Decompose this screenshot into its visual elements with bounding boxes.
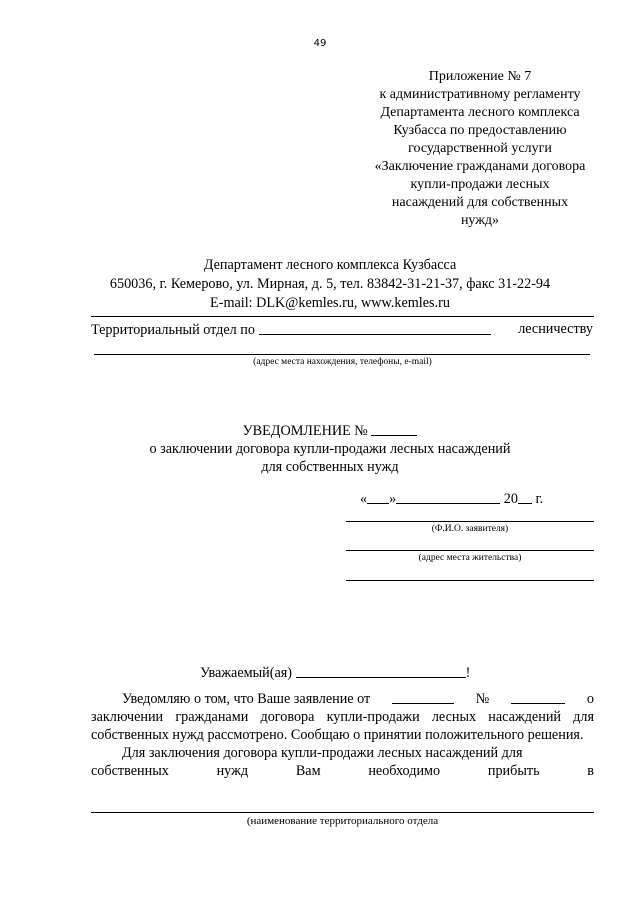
application-date-blank[interactable] xyxy=(392,690,454,704)
salutation xyxy=(200,664,500,682)
body-line xyxy=(91,744,594,762)
appendix-line: нужд» xyxy=(460,213,500,228)
body-word: прибыть xyxy=(487,763,540,779)
body-paragraph-2-line-1: Для заключения договора купли-продажи лесных насаждений для xyxy=(122,745,523,761)
forestry-blank-field[interactable] xyxy=(259,320,491,335)
appendix-line: к административному регламенту xyxy=(379,87,581,102)
body-word: Вам xyxy=(295,763,321,779)
applicant-address-line[interactable] xyxy=(346,550,594,551)
body-text-c: о xyxy=(586,691,594,707)
month-blank[interactable] xyxy=(396,490,500,504)
date-open-quote: « xyxy=(360,491,368,507)
appendix-line: Департамента лесного комплекса xyxy=(380,105,580,120)
body-line xyxy=(91,690,594,708)
salutation-text: Уважаемый(ая) xyxy=(200,665,293,681)
salutation-end: ! xyxy=(465,665,471,681)
year-suffix: г. xyxy=(535,491,544,507)
department-block xyxy=(80,256,580,313)
applicant-name-caption: (Ф.И.О. заявителя) xyxy=(431,524,509,534)
territorial-suffix: лесничеству xyxy=(518,321,593,337)
appendix-line: насаждений для собственных xyxy=(391,195,569,210)
body-text-a: Уведомляю о том, что Ваше заявление от xyxy=(122,691,371,707)
notice-number-blank[interactable] xyxy=(371,422,417,436)
territorial-prefix: Территориальный отдел по xyxy=(91,322,255,338)
appendix-line: Приложение № 7 xyxy=(428,69,532,84)
body-word: в xyxy=(587,763,594,779)
address-blank-line[interactable] xyxy=(94,354,590,355)
body-paragraph: заключении гражданами договора купли-продажи лесных насаждений для собственных нужд рассмотрено. Сообщаю о принятии положительного решения. xyxy=(91,709,594,743)
date-line xyxy=(360,490,580,508)
body-word: собственных xyxy=(91,763,169,779)
year-prefix: 20 xyxy=(503,491,518,507)
notice-title: УВЕДОМЛЕНИЕ № xyxy=(242,423,368,439)
applicant-address-line-2[interactable] xyxy=(346,580,594,581)
address-caption: (адрес места нахождения, телефоны, e-mail) xyxy=(253,357,432,367)
department-name-caption: (наименование территориального отдела xyxy=(246,815,439,827)
notice-body xyxy=(91,690,594,780)
territorial-department-line xyxy=(91,320,593,339)
year-blank[interactable] xyxy=(518,490,532,504)
appendix-header xyxy=(358,68,602,230)
department-name-blank-line[interactable] xyxy=(91,812,594,813)
appendix-line: государственной услуги xyxy=(408,141,552,156)
body-line xyxy=(91,762,594,780)
body-number-sign: № xyxy=(475,691,490,707)
appendix-line: купли-продажи лесных xyxy=(410,177,550,192)
department-address: 650036, г. Кемерово, ул. Мирная, д. 5, тел. 83842-31-21-37, факс 31-22-94 xyxy=(109,276,551,292)
body-word: нужд xyxy=(216,763,249,779)
applicant-name-line[interactable] xyxy=(346,521,594,522)
page-number: 49 xyxy=(313,38,327,49)
addressee-blank[interactable] xyxy=(296,664,466,678)
notice-title-block xyxy=(80,422,580,476)
day-blank[interactable] xyxy=(367,490,389,504)
body-word: необходимо xyxy=(368,763,441,779)
department-contacts: E-mail: DLK@kemles.ru, www.kemles.ru xyxy=(210,295,450,311)
appendix-line: Кузбасса по предоставлению xyxy=(393,123,567,138)
application-number-blank[interactable] xyxy=(511,690,565,704)
notice-subtitle: о заключении договора купли-продажи лесных насаждений xyxy=(149,441,511,457)
applicant-address-caption: (адрес места жительства) xyxy=(418,553,522,563)
notice-subtitle: для собственных нужд xyxy=(261,459,399,475)
department-name: Департамент лесного комплекса Кузбасса xyxy=(203,257,457,273)
date-close-quote: » xyxy=(389,491,397,507)
appendix-line: «Заключение гражданами договора xyxy=(374,159,586,174)
divider-line xyxy=(91,316,594,317)
